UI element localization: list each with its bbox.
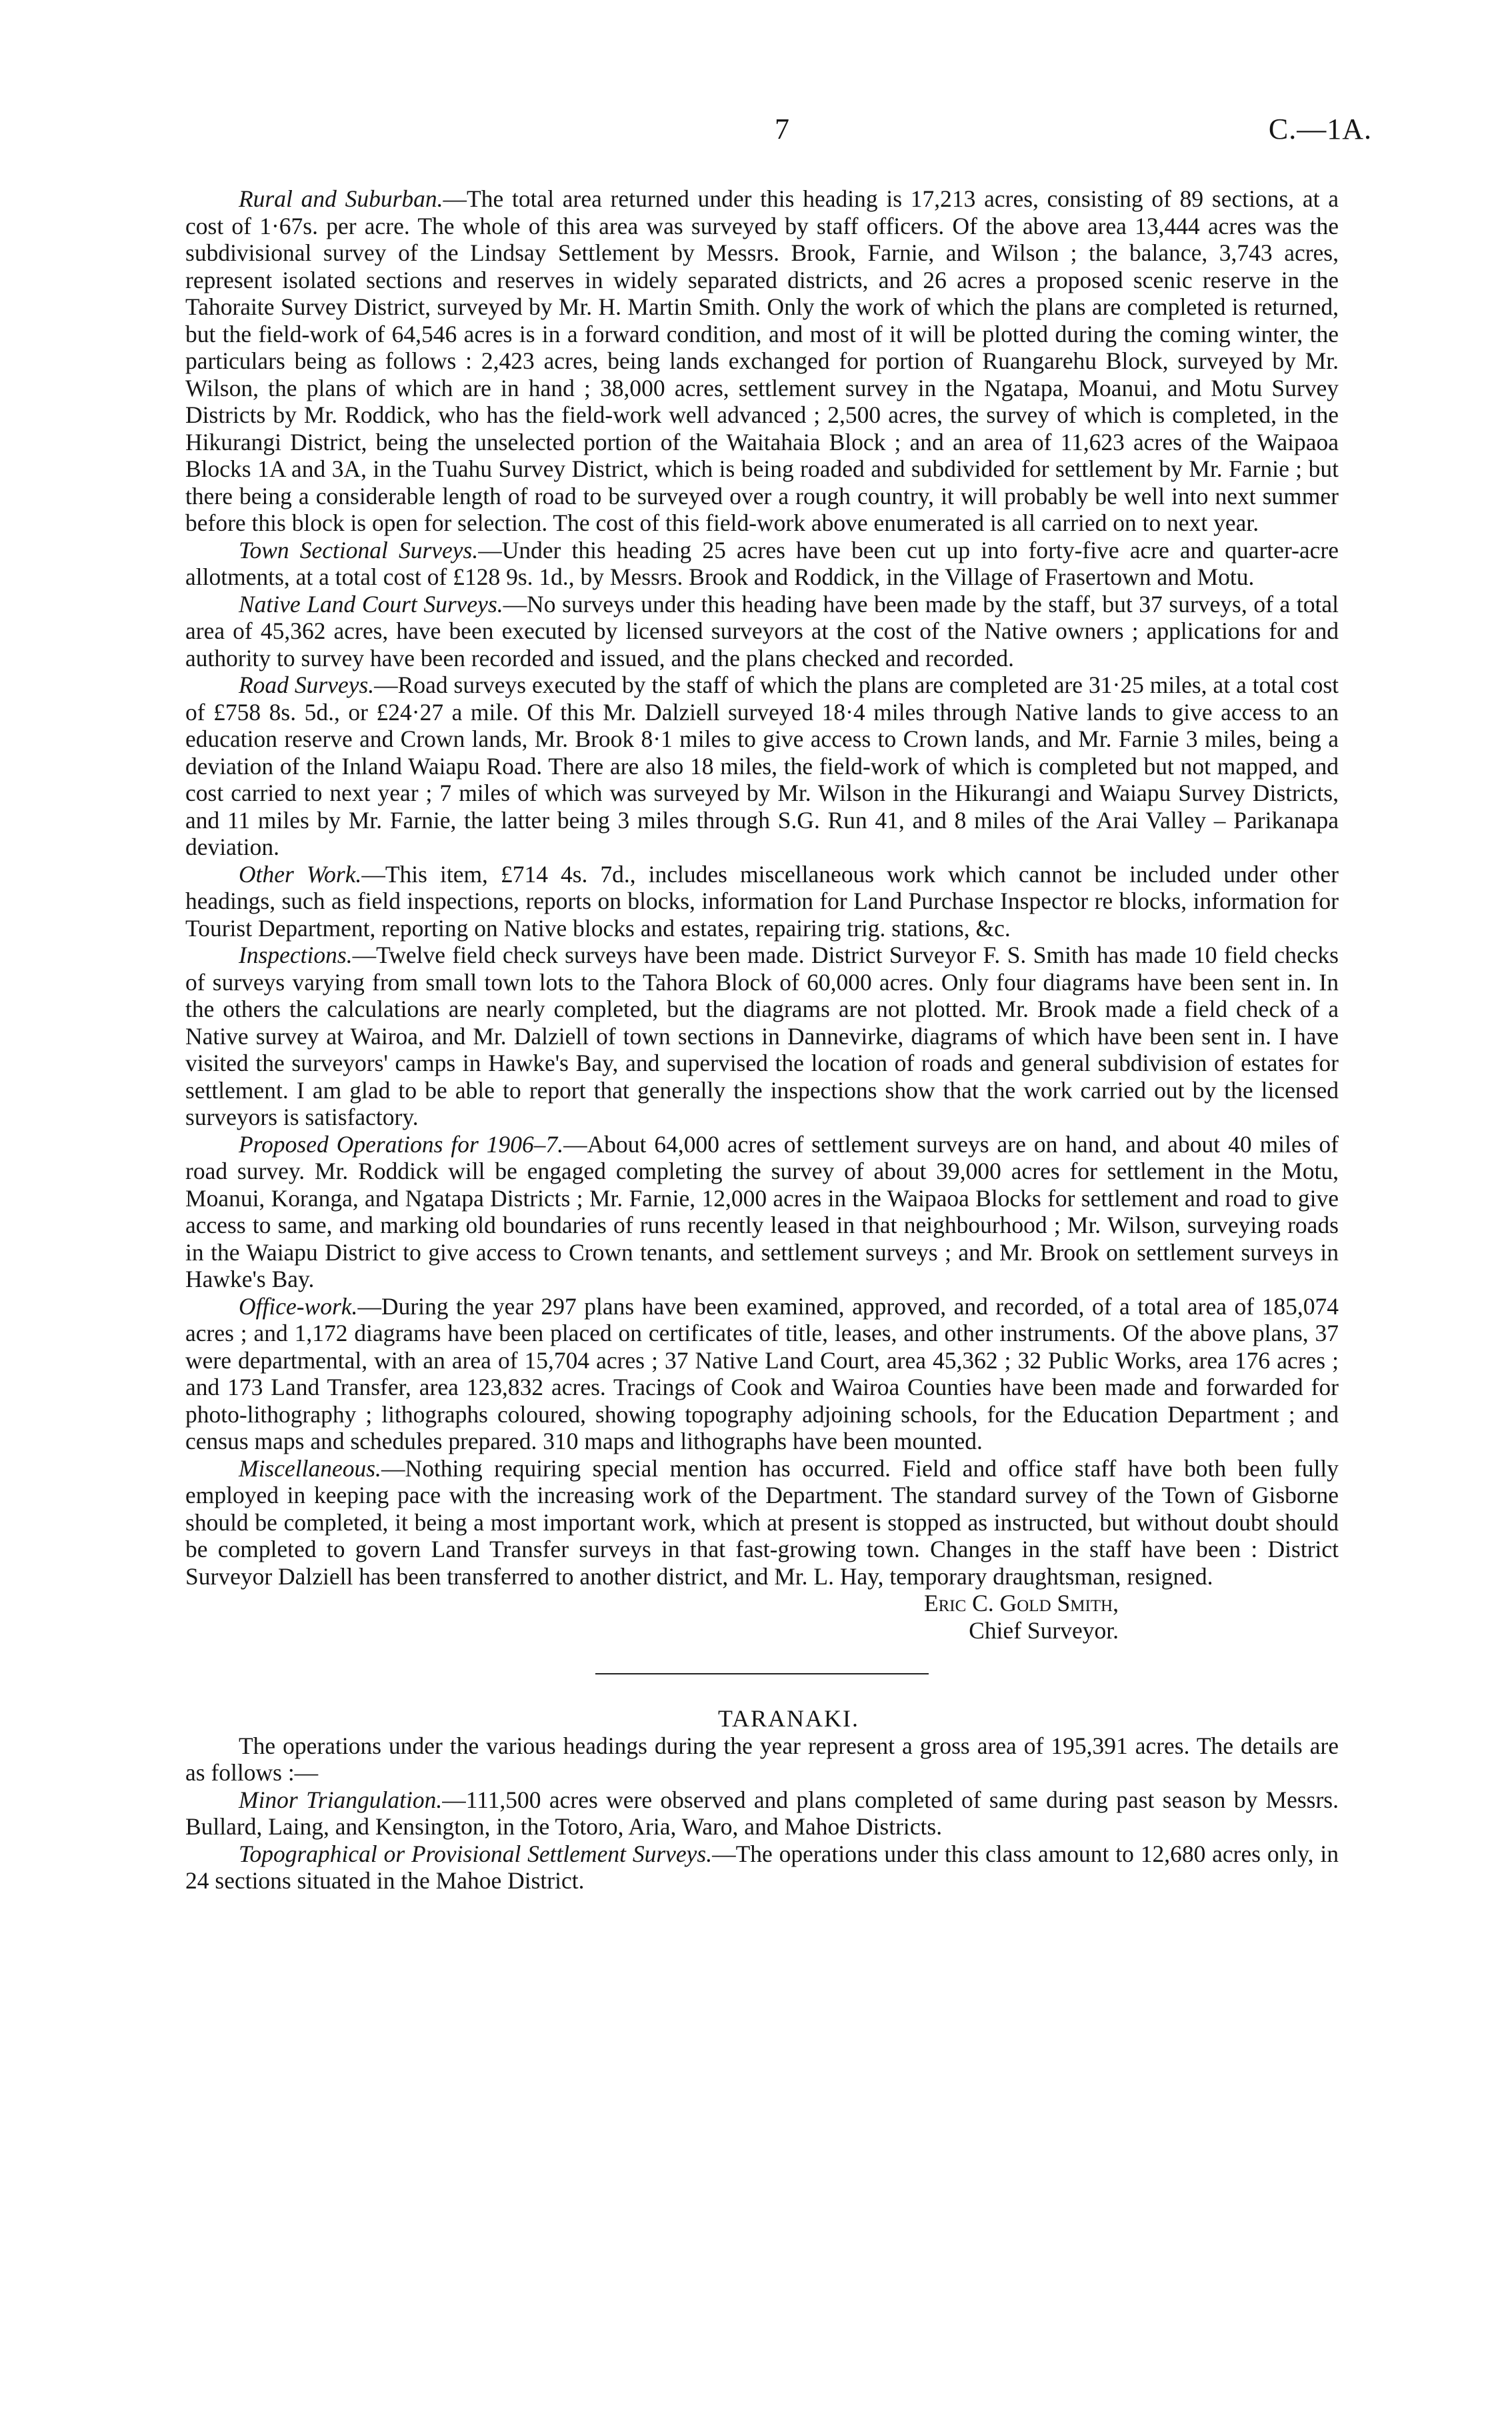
- page-number: 7: [775, 113, 789, 145]
- document-reference: C.—1A.: [1268, 113, 1372, 145]
- paragraph-heading: Road Surveys.: [239, 672, 375, 698]
- signature-title: Chief Surveyor.: [969, 1616, 1119, 1644]
- paragraph-text: —The operations under this class amount to 12,680 acres only, in 24 sections situated in the Mahoe District.: [185, 1840, 1339, 1894]
- section-divider: [595, 1673, 929, 1674]
- paragraph-text: —No surveys under this heading have been made by the staff, but 37 surveys, of a total area of 45,362 acres, have been executed by licensed surveyors at the cost of the Native owners ; applications for and authority to survey have been recorded and issued, and the plans checked and recorded.: [185, 590, 1339, 672]
- paragraph-heading: Town Sectional Surveys.: [239, 536, 479, 563]
- paragraph-rural-suburban: [185, 185, 1339, 537]
- paragraph-heading: Office-work.: [239, 1292, 358, 1320]
- paragraph-text: —Road surveys executed by the staff of which the plans are completed are 31·25 miles, at a total cost of £758 8s. 5d., or £24·27 a mile. Of this Mr. Dalziell surveyed 18·4 miles through Native lands to give access to an education reserve and Crown lands, Mr. Brook 8·1 miles to give access to Crown lands, and Mr. Farnie 3 miles, being a deviation of the Inland Waiapu Road. There are also 18 miles, the field-work of which is completed but not mapped, and cost carried to next year ; 7 miles of which was surveyed by Mr. Wilson in the Hikurangi and Waiapu Survey Districts, and 11 miles by Mr. Farnie, the latter being 3 miles through S.G. Run 41, and 8 miles of the Arai Valley – Parikanapa deviation.: [185, 672, 1339, 860]
- paragraph-minor-triangulation: [185, 1786, 1339, 1841]
- paragraph-other-work: [185, 861, 1339, 942]
- paragraph-text: —During the year 297 plans have been examined, approved, and recorded, of a total area of 185,074 acres ; and 1,172 diagrams have been placed on certificates of title, leases, and other instruments. Of the above plans, 37 were departmental, with an area of 15,704 acres ; 37 Native Land Court, area 45,362 ; 32 Public Works, area 176 acres ; and 173 Land Transfer, area 123,832 acres. Tracings of Cook and Wairoa Counties have been made and forwarded for photo-lithography ; lithographs coloured, showing topography adjoining schools, for the Education Department ; and census maps and schedules prepared. 310 maps and lithographs have been mounted.: [185, 1292, 1339, 1454]
- paragraph-text: —Nothing requiring special mention has occurred. Field and office staff have both been fully employed in keeping pace with the increasing work of the Department. The standard survey of the Town of Gisborne should be completed, it being a most important work, which at present is stopped as instructed, but without doubt should be completed to govern Land Transfer surveys in that fast-growing town. Changes in the staff have been : District Surveyor Dalziell has been transferred to another district, and Mr. L. Hay, temporary draughtsman, resigned.: [185, 1454, 1339, 1590]
- paragraph-heading: Rural and Suburban.: [239, 185, 443, 212]
- paragraph-heading: Proposed Operations for 1906–7.: [239, 1130, 564, 1158]
- paragraph-topographical-surveys: [185, 1841, 1339, 1895]
- paragraph-text: —111,500 acres were observed and plans completed of same during past season by Messrs. Bullard, Laing, and Kensington, in the Totoro, Aria, Waro, and Mahoe Districts.: [185, 1786, 1339, 1840]
- page-header: [0, 112, 1512, 152]
- paragraph-inspections: [185, 942, 1339, 1131]
- paragraph-heading: Miscellaneous.: [239, 1454, 381, 1482]
- paragraph-text: —Twelve field check surveys have been made. District Surveyor F. S. Smith has made 10 field checks of surveys varying from small town lots to the Tahora Block of 60,000 acres. Only four diagrams have been sent in. In the others the calculations are nearly completed, but the diagrams are not plotted. Mr. Brook made a field check of a Native survey at Wairoa, and Mr. Dalziell of town sections in Dannevirke, diagrams of which have been sent in. I have visited the surveyors' camps in Hawke's Bay, and supervised the location of roads and general subdivision of estates for settlement. I am glad to be able to report that generally the inspections show that the work carried out by the licensed surveyors is satisfactory.: [185, 942, 1339, 1130]
- taranaki-section: [185, 1705, 1339, 1895]
- paragraph-native-land-court: [185, 591, 1339, 672]
- paragraph-heading: Other Work.: [239, 860, 362, 888]
- section-title: TARANAKI.: [717, 1705, 860, 1732]
- report-body: [185, 185, 1339, 1895]
- signature-name: Eric C. Gold Smith,: [923, 1590, 1119, 1616]
- paragraph-text: —About 64,000 acres of settlement surveys are on hand, and about 40 miles of road survey. Mr. Roddick will be engaged completing the survey of about 39,000 acres for settlement in the Motu, Moanui, Koranga, and Ngatapa Districts ; Mr. Farnie, 12,000 acres in the Waipaoa Blocks for settlement and road to give access to same, and marking old boundaries of runs recently leased in that neighbourhood ; Mr. Wilson, surveying roads in the Waiapu District to give access to Crown tenants, and settlement surveys ; and Mr. Brook on settlement surveys in Hawke's Bay.: [185, 1130, 1339, 1292]
- paragraph-text: —Under this heading 25 acres have been cut up into forty-five acre and quarter-acre allotments, at a total cost of £128 9s. 1d., by Messrs. Brook and Roddick, in the Village of Frasertown and Motu.: [185, 536, 1339, 590]
- paragraph-road-surveys: [185, 672, 1339, 861]
- paragraph-heading: Native Land Court Surveys.: [239, 590, 503, 618]
- paragraph-town-sectional: [185, 537, 1339, 591]
- paragraph-proposed-operations: [185, 1131, 1339, 1293]
- signature-block: [185, 1590, 1339, 1644]
- paragraph-heading: Minor Triangulation.: [239, 1786, 443, 1813]
- paragraph-text: —This item, £714 4s. 7d., includes miscellaneous work which cannot be included under other headings, such as field inspections, reports on blocks, information for Land Purchase Inspector re blocks, information for Tourist Department, reporting on Native blocks and estates, repairing trig. stations, &c.: [185, 860, 1339, 942]
- taranaki-intro: The operations under the various headings during the year represent a gross area of 195,391 acres. The details are as follows :—: [185, 1732, 1339, 1786]
- paragraph-office-work: [185, 1293, 1339, 1455]
- paragraph-miscellaneous: [185, 1455, 1339, 1590]
- paragraph-text: —The total area returned under this heading is 17,213 acres, consisting of 89 sections, at a cost of 1·67s. per acre. The whole of this area was surveyed by staff officers. Of the above area 13,444 acres was the subdivisional survey of the Lindsay Settlement by Messrs. Brook, Farnie, and Wilson ; the balance, 3,743 acres, represent isolated sections and reserves in widely separated districts, and 26 acres a proposed scenic reserve in the Tahoraite Survey District, surveyed by Mr. H. Martin Smith. Only the work of which the plans are completed is returned, but the field-work of 64,546 acres is in a forward condition, and most of it will be plotted during the coming winter, the particulars being as follows : 2,423 acres, being lands exchanged for portion of Ruangarehu Block, surveyed by Mr. Wilson, the plans of which are in hand ; 38,000 acres, settlement survey in the Ngatapa, Moanui, and Motu Survey Districts by Mr. Roddick, who has the field-work well advanced ; 2,500 acres, the survey of which is completed, in the Hikurangi District, being the unselected portion of the Waitahaia Block ; and an area of 11,623 acres of the Waipaoa Blocks 1A and 3A, in the Tuahu Survey District, which is being roaded and subdivided for settlement by Mr. Farnie ; but there being a considerable length of road to be surveyed over a rough country, it will probably be well into next summer before this block is open for selection. The cost of this field-work above enumerated is all carried on to next year.: [185, 185, 1339, 536]
- paragraph-heading: Topographical or Provisional Settlement Surveys.: [239, 1840, 713, 1867]
- paragraph-heading: Inspections.: [239, 942, 353, 968]
